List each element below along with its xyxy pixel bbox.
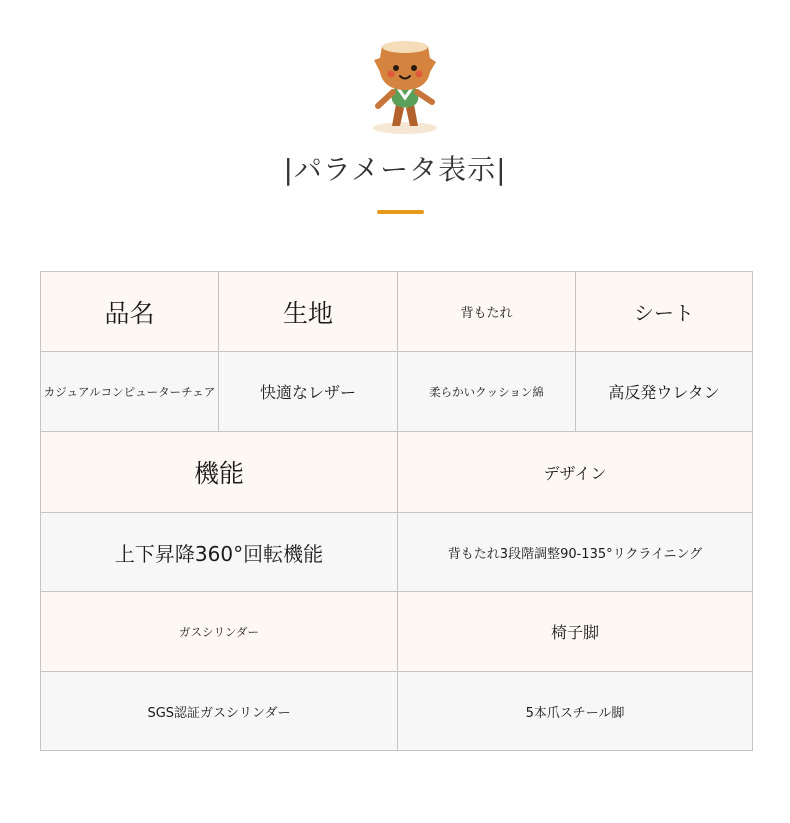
gas-cylinder-value: SGS認証ガスシリンダー xyxy=(40,671,398,751)
gas-cylinder-label: ガスシリンダー xyxy=(40,591,398,672)
legs-value: 5本爪スチール脚 xyxy=(397,671,753,751)
design-label: デザイン xyxy=(397,431,753,513)
title-underline xyxy=(377,210,424,214)
function-value: 上下昇降360°回転機能 xyxy=(40,512,398,592)
backrest-value: 柔らかいクッション綿 xyxy=(397,351,576,432)
page-title: |パラメータ表示| xyxy=(283,153,507,186)
mascot-icon xyxy=(360,36,450,136)
product-name-label: 品名 xyxy=(40,271,219,352)
product-name-value: カジュアルコンピューターチェア xyxy=(40,351,219,432)
function-label: 機能 xyxy=(40,431,398,513)
fabric-label: 生地 xyxy=(218,271,398,352)
parameter-table xyxy=(40,271,753,751)
seat-value: 高反発ウレタン xyxy=(575,351,753,432)
legs-label: 椅子脚 xyxy=(397,591,753,672)
backrest-label: 背もたれ xyxy=(397,271,576,352)
design-value: 背もたれ3段階調整90-135°リクライニング xyxy=(397,512,753,592)
fabric-value: 快適なレザー xyxy=(218,351,398,432)
seat-label: シート xyxy=(575,271,753,352)
